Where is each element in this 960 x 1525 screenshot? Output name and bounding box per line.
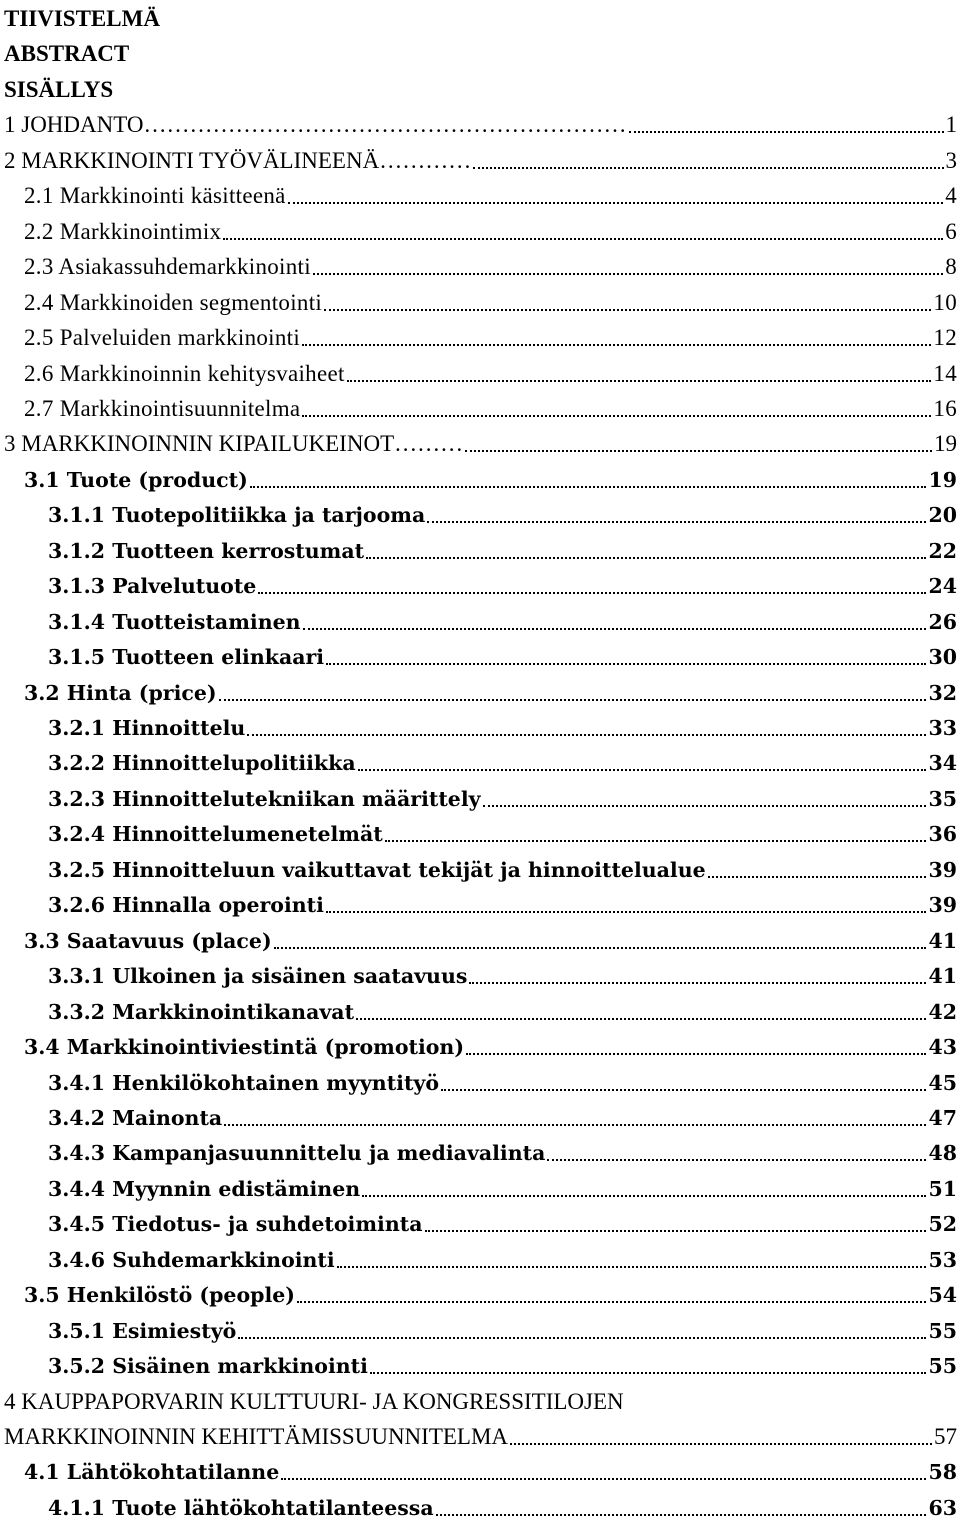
toc-entry-title: 3.1 Tuote (product) [24, 467, 248, 492]
toc-entry-title: 3.4.3 Kampanjasuunnittelu ja mediavalinta [48, 1140, 546, 1165]
toc-entry[interactable] [0, 745, 957, 780]
dot-leader [362, 1195, 926, 1197]
toc-entry-page-number: 54 [928, 1282, 957, 1307]
toc-entry[interactable] [0, 1171, 957, 1206]
dot-leader [297, 1301, 926, 1303]
dot-leader [510, 1443, 932, 1445]
toc-entry[interactable] [0, 887, 957, 922]
toc-entry-title: 3.2.3 Hinnoittelutekniikan määrittely [48, 786, 481, 811]
toc-entry[interactable] [0, 356, 957, 391]
dot-leader [465, 450, 932, 452]
toc-entry-title: 2.1 Markkinointi käsitteenä [24, 182, 286, 208]
dot-leader [281, 1478, 926, 1480]
dot-leader [366, 557, 926, 559]
toc-entry-title: MARKKINOINNIN KEHITTÄMISSUUNNITELMA [4, 1423, 509, 1449]
toc-entry-page-number: 20 [928, 502, 957, 527]
toc-entry[interactable] [0, 639, 957, 674]
toc-entry-page-number: 42 [928, 999, 957, 1024]
toc-entry-title: 3.3 Saatavuus (place) [24, 928, 272, 953]
dot-leader [629, 131, 944, 133]
dot-leader [469, 982, 926, 984]
toc-entry-page-number: 52 [928, 1211, 957, 1236]
toc-entry-title: 3.3.1 Ulkoinen ja sisäinen saatavuus [48, 963, 468, 988]
toc-entry[interactable] [0, 852, 957, 887]
toc-entry-title: 1 JOHDANTO……………………………………………………… [4, 111, 627, 137]
toc-entry[interactable] [0, 1419, 957, 1454]
toc-entry-page-number: 33 [928, 715, 957, 740]
toc-entry[interactable] [0, 994, 957, 1029]
toc-entry-title: 3.2.5 Hinnoitteluun vaikuttavat tekijät ja hinnoittelualue [48, 857, 706, 882]
toc-entry-title: 3.4.6 Suhdemarkkinointi [48, 1247, 335, 1272]
dot-leader [436, 1514, 927, 1516]
toc-entry[interactable] [0, 1454, 957, 1489]
toc-entry-title: 3 MARKKINOINNIN KIPAILUKEINOT……… [4, 430, 464, 456]
toc-entry-page-number: 14 [933, 360, 957, 386]
toc-entry-title: 3.1.4 Tuotteistaminen [48, 609, 301, 634]
toc-entry[interactable] [0, 923, 957, 958]
toc-entry-page-number: 48 [928, 1140, 957, 1165]
dot-leader [303, 628, 927, 630]
toc-entry-page-number: 39 [928, 857, 957, 882]
toc-entry-page-number: 32 [928, 680, 957, 705]
toc-entry-page-number: 36 [928, 821, 957, 846]
dot-leader [258, 592, 926, 594]
toc-entry-page-number: 1 [945, 111, 957, 137]
toc-entry-title: 3.5 Henkilöstö (people) [24, 1282, 296, 1307]
toc-entry-page-number: 3 [945, 147, 957, 173]
toc-entry[interactable] [0, 816, 957, 851]
toc-entry[interactable] [0, 1100, 957, 1135]
toc-entry[interactable] [0, 1, 957, 36]
toc-entry-page-number: 16 [933, 395, 957, 421]
dot-leader [547, 1159, 926, 1161]
dot-leader [247, 734, 926, 736]
dot-leader [473, 167, 943, 169]
toc-entry[interactable] [0, 214, 957, 249]
toc-entry[interactable] [0, 462, 957, 497]
dot-leader [238, 1337, 926, 1339]
dot-leader [425, 1230, 927, 1232]
dot-leader [324, 309, 931, 311]
dot-leader [223, 238, 943, 240]
dot-leader [466, 1053, 926, 1055]
dot-leader [347, 380, 932, 382]
toc-entry-title: 4 KAUPPAPORVARIN KULTTUURI- JA KONGRESSITILOJEN [4, 1388, 624, 1414]
toc-entry-title: ABSTRACT [4, 40, 130, 66]
dot-leader [708, 876, 927, 878]
toc-entry-title: TIIVISTELMÄ [4, 5, 160, 31]
toc-entry-page-number: 41 [928, 928, 957, 953]
toc-entry[interactable] [0, 710, 957, 745]
toc-entry-title: 4.1 Lähtökohtatilanne [24, 1459, 280, 1484]
toc-entry[interactable] [0, 533, 957, 568]
dot-leader [326, 663, 926, 665]
toc-entry[interactable] [0, 497, 957, 532]
toc-entry-title: 3.1.3 Palvelutuote [48, 573, 257, 598]
toc-entry-title: 3.4 Markkinointiviestintä (promotion) [24, 1034, 465, 1059]
toc-entry[interactable] [0, 1065, 957, 1100]
toc-entry-title: 3.3.2 Markkinointikanavat [48, 999, 355, 1024]
toc-entry[interactable] [0, 1348, 957, 1383]
dot-leader [385, 840, 927, 842]
toc-entry-title: 3.4.1 Henkilökohtainen myyntityö [48, 1070, 440, 1095]
toc-entry-title: 3.2.2 Hinnoittelupolitiikka [48, 750, 356, 775]
toc-entry-page-number: 26 [928, 609, 957, 634]
toc-entry-title: 3.2 Hinta (price) [24, 680, 217, 705]
dot-leader [250, 486, 927, 488]
toc-entry[interactable] [0, 143, 957, 178]
dot-leader [441, 1089, 926, 1091]
toc-entry-page-number: 43 [928, 1034, 957, 1059]
toc-entry-title: 2 MARKKINOINTI TYÖVÄLINEENÄ………… [4, 147, 472, 173]
dot-leader [219, 699, 927, 701]
toc-entry-page-number: 34 [928, 750, 957, 775]
dot-leader [224, 1124, 926, 1126]
toc-entry-page-number: 55 [928, 1318, 957, 1343]
toc-entry[interactable] [0, 604, 957, 639]
toc-entry-page-number: 58 [928, 1459, 957, 1484]
toc-entry[interactable] [0, 72, 957, 107]
toc-entry-title: 3.4.4 Myynnin edistäminen [48, 1176, 361, 1201]
toc-entry-page-number: 8 [945, 253, 957, 279]
toc-entry-page-number: 47 [928, 1105, 957, 1130]
toc-entry-title: 3.2.1 Hinnoittelu [48, 715, 246, 740]
toc-entry-title: SISÄLLYS [4, 76, 114, 102]
toc-entry[interactable] [0, 568, 957, 603]
dot-leader [337, 1266, 927, 1268]
toc-entry-page-number: 24 [928, 573, 957, 598]
toc-entry[interactable] [0, 675, 957, 710]
toc-entry-title: 2.4 Markkinoiden segmentointi [24, 289, 323, 315]
toc-entry[interactable] [0, 1206, 957, 1241]
toc-entry-title: 3.1.2 Tuotteen kerrostumat [48, 538, 365, 563]
toc-entry[interactable] [0, 426, 957, 461]
toc-entry-page-number: 63 [928, 1495, 957, 1520]
toc-entry-title: 2.5 Palveluiden markkinointi [24, 324, 301, 350]
toc-entry-page-number: 22 [928, 538, 957, 563]
toc-entry-page-number: 57 [934, 1423, 957, 1449]
toc-entry-title: 2.6 Markkinoinnin kehitysvaiheet [24, 360, 345, 386]
toc-entry-page-number: 39 [928, 892, 957, 917]
dot-leader [313, 273, 943, 275]
dot-leader [302, 415, 931, 417]
dot-leader [326, 911, 927, 913]
dot-leader [427, 521, 926, 523]
toc-entry-page-number: 55 [928, 1353, 957, 1378]
toc-entry[interactable] [0, 958, 957, 993]
toc-entry-page-number: 45 [928, 1070, 957, 1095]
toc-entry-page-number: 10 [933, 289, 957, 315]
toc-entry[interactable] [0, 249, 957, 284]
dot-leader [302, 344, 931, 346]
toc-entry-page-number: 19 [928, 467, 957, 492]
toc-entry-title: 3.5.1 Esimiestyö [48, 1318, 237, 1343]
dot-leader [358, 769, 927, 771]
toc-entry-page-number: 30 [928, 644, 957, 669]
toc-entry[interactable] [0, 1313, 957, 1348]
dot-leader [274, 947, 927, 949]
toc-entry-page-number: 41 [928, 963, 957, 988]
toc-entry-page-number: 19 [934, 430, 957, 456]
toc-entry[interactable] [0, 320, 957, 355]
toc-entry-page-number: 12 [933, 324, 957, 350]
toc-entry[interactable] [0, 1242, 957, 1277]
toc-entry[interactable] [0, 107, 957, 142]
toc-entry[interactable] [0, 178, 957, 213]
toc-entry[interactable] [0, 36, 957, 71]
toc-entry-title: 3.5.2 Sisäinen markkinointi [48, 1353, 368, 1378]
toc-entry-title: 3.1.5 Tuotteen elinkaari [48, 644, 325, 669]
dot-leader [356, 1018, 926, 1020]
toc-entry[interactable] [0, 391, 957, 426]
dot-leader [370, 1372, 927, 1374]
toc-entry-title: 2.7 Markkinointisuunnitelma [24, 395, 301, 421]
toc-entry[interactable] [0, 1277, 957, 1312]
toc-entry-title: 3.1.1 Tuotepolitiikka ja tarjooma [48, 502, 426, 527]
toc-entry-title: 3.4.5 Tiedotus- ja suhdetoiminta [48, 1211, 423, 1236]
toc-entry-title: 2.3 Asiakassuhdemarkkinointi [24, 253, 311, 279]
dot-leader [483, 805, 927, 807]
toc-entry[interactable] [0, 1135, 957, 1170]
dot-leader [288, 202, 944, 204]
toc-entry[interactable] [0, 1384, 957, 1419]
toc-entry-page-number: 4 [945, 182, 957, 208]
toc-entry-title: 3.2.4 Hinnoittelumenetelmät [48, 821, 383, 846]
toc-entry[interactable] [0, 781, 957, 816]
toc-entry[interactable] [0, 1029, 957, 1064]
toc-entry-page-number: 51 [928, 1176, 957, 1201]
toc-entry-page-number: 53 [928, 1247, 957, 1272]
toc-entry-title: 3.4.2 Mainonta [48, 1105, 223, 1130]
toc-entry[interactable] [0, 285, 957, 320]
toc-entry-page-number: 6 [945, 218, 957, 244]
toc-entry-title: 3.2.6 Hinnalla operointi [48, 892, 324, 917]
toc-entry-page-number: 35 [928, 786, 957, 811]
toc-entry-title: 2.2 Markkinointimix [24, 218, 222, 244]
toc-entry-title: 4.1.1 Tuote lähtökohtatilanteessa [48, 1495, 434, 1520]
